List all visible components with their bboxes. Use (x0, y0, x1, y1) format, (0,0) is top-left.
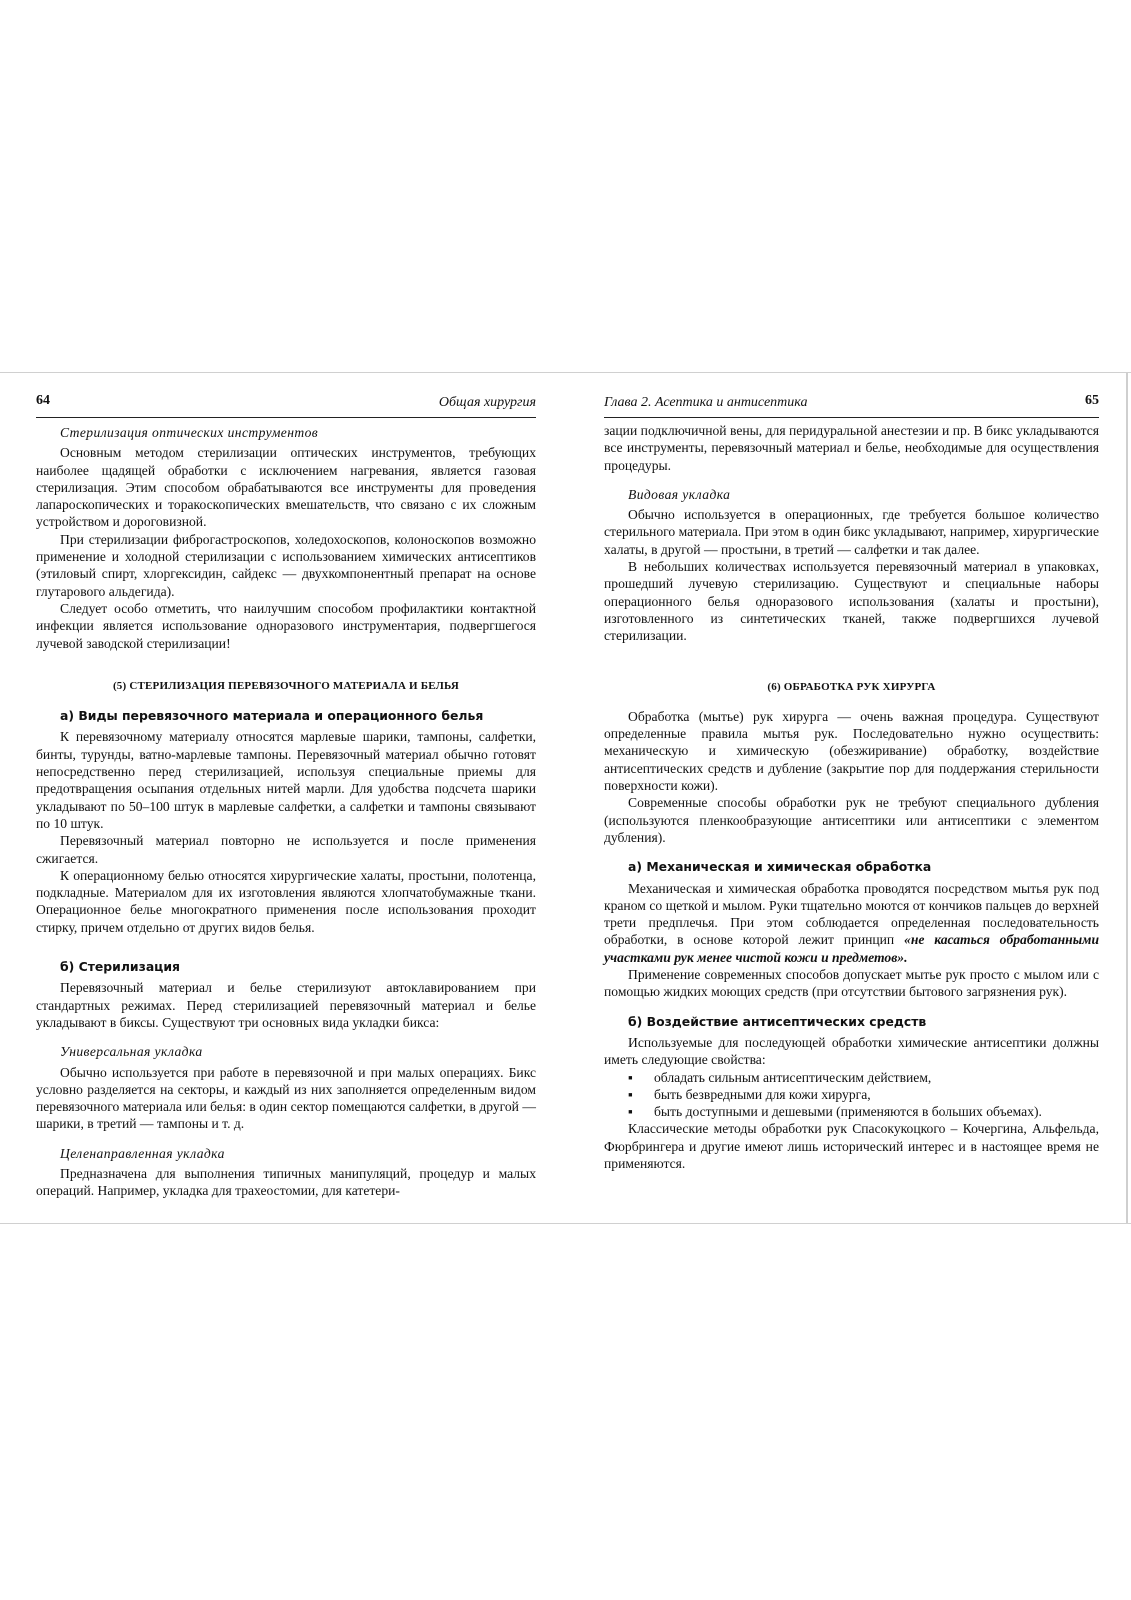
paragraph (604, 880, 1099, 966)
subheading: Целенаправленная укладка (60, 1145, 225, 1161)
section-heading: б) Воздействие антисептических средств (628, 1013, 927, 1029)
page-number: 64 (36, 393, 50, 408)
paragraph: При стерилизации фиброгастроскопов, холедохоскопов, колоноскопов возможно применение и холодной стерилизации с использованием химических антисептиков (этиловый спирт, хлоргексидин, сайдекс — двухкомпонентный препарат на основе глутарового альдегида). (36, 531, 536, 599)
paragraph: Современные способы обработки рук не требуют специального дубления (используются пленкообразующие антисептики или антисептики с элементом дубления). (604, 795, 1099, 845)
principle-quote: «не касаться обработанными участками рук менее чистой кожи и предметов». (604, 932, 1100, 965)
paragraph: К перевязочному материалу относятся марлевые шарики, тампоны, салфетки, бинты, турунды, ватно-марлевые тампоны. Перевязочный материал обычно готовят непосредственно перед стерилизацией, используя специальные приемы для предотвращения осыпания отдельных нитей марли. Для удобства подсчета шарики укладывают по 50–100 штук в марлевые салфетки, а салфетки и тампоны связывают по 10 штук. (36, 729, 536, 831)
book-spread (0, 372, 1131, 1224)
subheading: Универсальная укладка (60, 1044, 203, 1060)
section-title: (5) СТЕРИЛИЗАЦИЯ ПЕРЕВЯЗОЧНОГО МАТЕРИАЛА И БЕЛЬЯ (112, 679, 460, 692)
bullet-icon: ▪ (628, 1069, 633, 1085)
paragraph: Обычно используется при работе в перевязочной и при малых операциях. Бикс условно разделяется на секторы, и каждый из них заполняется определенным видом перевязочного материала или белья: в один сектор помещаются салфетки, в другой — шарики, в третий — тампоны и т. д. (36, 1064, 536, 1132)
bullet-item (604, 1086, 1099, 1103)
paragraph: К операционному белью относятся хирургические халаты, простыни, полотенца, подкладные. Материалом для их изготовления являются хлопчатобумажные ткани. Операционное белье многократного применения после использования проходит стирку, причем отдельно от других видов белья. (36, 867, 536, 935)
right-page-header (604, 391, 1099, 418)
paragraph: Основным методом стерилизации оптических инструментов, требующих наиболее щадящей обработки с исключением нагревания, является газовая стерилизация. Этим способом обрабатываются все инструменты для проведения лапароскопических и торакоскопических вмешательств, что связано с их сложным устройством и дороговизной. (36, 445, 536, 530)
section-heading: б) Стерилизация (60, 959, 180, 975)
paragraph: Классические методы обработки рук Спасокукоцкого – Кочергина, Альфельда, Фюрбрингера и другие имеют лишь исторический интерес и в настоящее время не применяются. (604, 1121, 1099, 1171)
paragraph: зации подключичной вены, для перидуральной анестезии и пр. В бикс укладываются все инструменты, перевязочный материал и белье, необходимые для осуществления процедуры. (604, 423, 1099, 473)
bullet-icon: ▪ (628, 1104, 633, 1120)
subheading: Стерилизация оптических инструментов (60, 425, 319, 440)
paragraph: Следует особо отметить, что наилучшим способом профилактики контактной инфекции является использование одноразового инструментария, подвергшегося лучевой заводской стерилизации! (36, 600, 536, 651)
page-edge (1126, 373, 1128, 1223)
subheading: Видовая укладка (628, 486, 731, 502)
left-page-body (36, 424, 536, 1200)
bullet-item (604, 1069, 1099, 1086)
bullet-icon: ▪ (628, 1086, 633, 1102)
paragraph: Применение современных способов допускает мытье рук просто с мылом или с помощью жидких моющих средств (при отсутствии бытового загрязнения рук). (604, 967, 1099, 1000)
bullet-text: обладать сильным антисептическим действием, (654, 1069, 932, 1085)
paragraph: Обработка (мытье) рук хирурга — очень важная процедура. Существуют определенные правила мытья рук. Последовательно нужно осуществить: механическую и химическую (обезжиривание) обработку, воздействие антисептических средств и дубление (закрытие пор для поддержания стерильности поверхности кожи). (604, 708, 1099, 794)
right-page (604, 373, 1099, 1223)
section-heading: а) Механическая и химическая обработка (628, 859, 932, 875)
paragraph: В небольших количествах используется перевязочный материал в упаковках, прошедший лучевую стерилизацию. Существуют и специальные наборы операционного белья одноразового использования (халаты и простыни), изготовленного из синтетических тканей, также подвергшихся лучевой стерилизации. (604, 559, 1099, 644)
running-title: Общая хирургия (438, 395, 536, 410)
paragraph: Перевязочный материал повторно не используется и после применения сжигается. (36, 833, 536, 866)
paragraph-text: Механическая и химическая обработка проводятся посредством мытья рук под краном со щеткой и мылом. Руки тщательно моются от кончиков пальцев до верхней трети предплечья. При этом соблюдается определенная последовательность обработки, в основе которой лежит принцип (604, 880, 1099, 948)
bullet-text: быть безвредными для кожи хирурга, (654, 1086, 871, 1102)
right-page-body (604, 422, 1099, 1172)
section-title: (6) ОБРАБОТКА РУК ХИРУРГА (767, 680, 936, 693)
bullet-text: быть доступными и дешевыми (применяются в больших объемах). (654, 1104, 1042, 1120)
section-heading: а) Виды перевязочного материала и операционного белья (60, 708, 484, 724)
paragraph: Перевязочный материал и белье стерилизуют автоклавированием при стандартных режимах. Перед стерилизацией перевязочный материал и белье укладывают в биксы. Существуют три основных вида укладки бикса: (36, 980, 536, 1030)
bullet-item (604, 1103, 1099, 1120)
running-title: Глава 2. Асептика и антисептика (604, 395, 808, 410)
paragraph: Используемые для последующей обработки химические антисептики должны иметь следующие свойства: (604, 1034, 1099, 1068)
left-page-header (36, 391, 536, 418)
paragraph: Предназначена для выполнения типичных манипуляций, процедур и малых операций. Например, укладка для трахеостомии, для катетери- (36, 1165, 536, 1199)
left-page (36, 373, 536, 1223)
paragraph: Обычно используется в операционных, где требуется большое количество стерильного материала. При этом в один бикс укладывают, например, хирургические халаты, в другой — простыни, в третий — салфетки и так далее. (604, 507, 1099, 557)
page-number: 65 (1085, 393, 1099, 408)
